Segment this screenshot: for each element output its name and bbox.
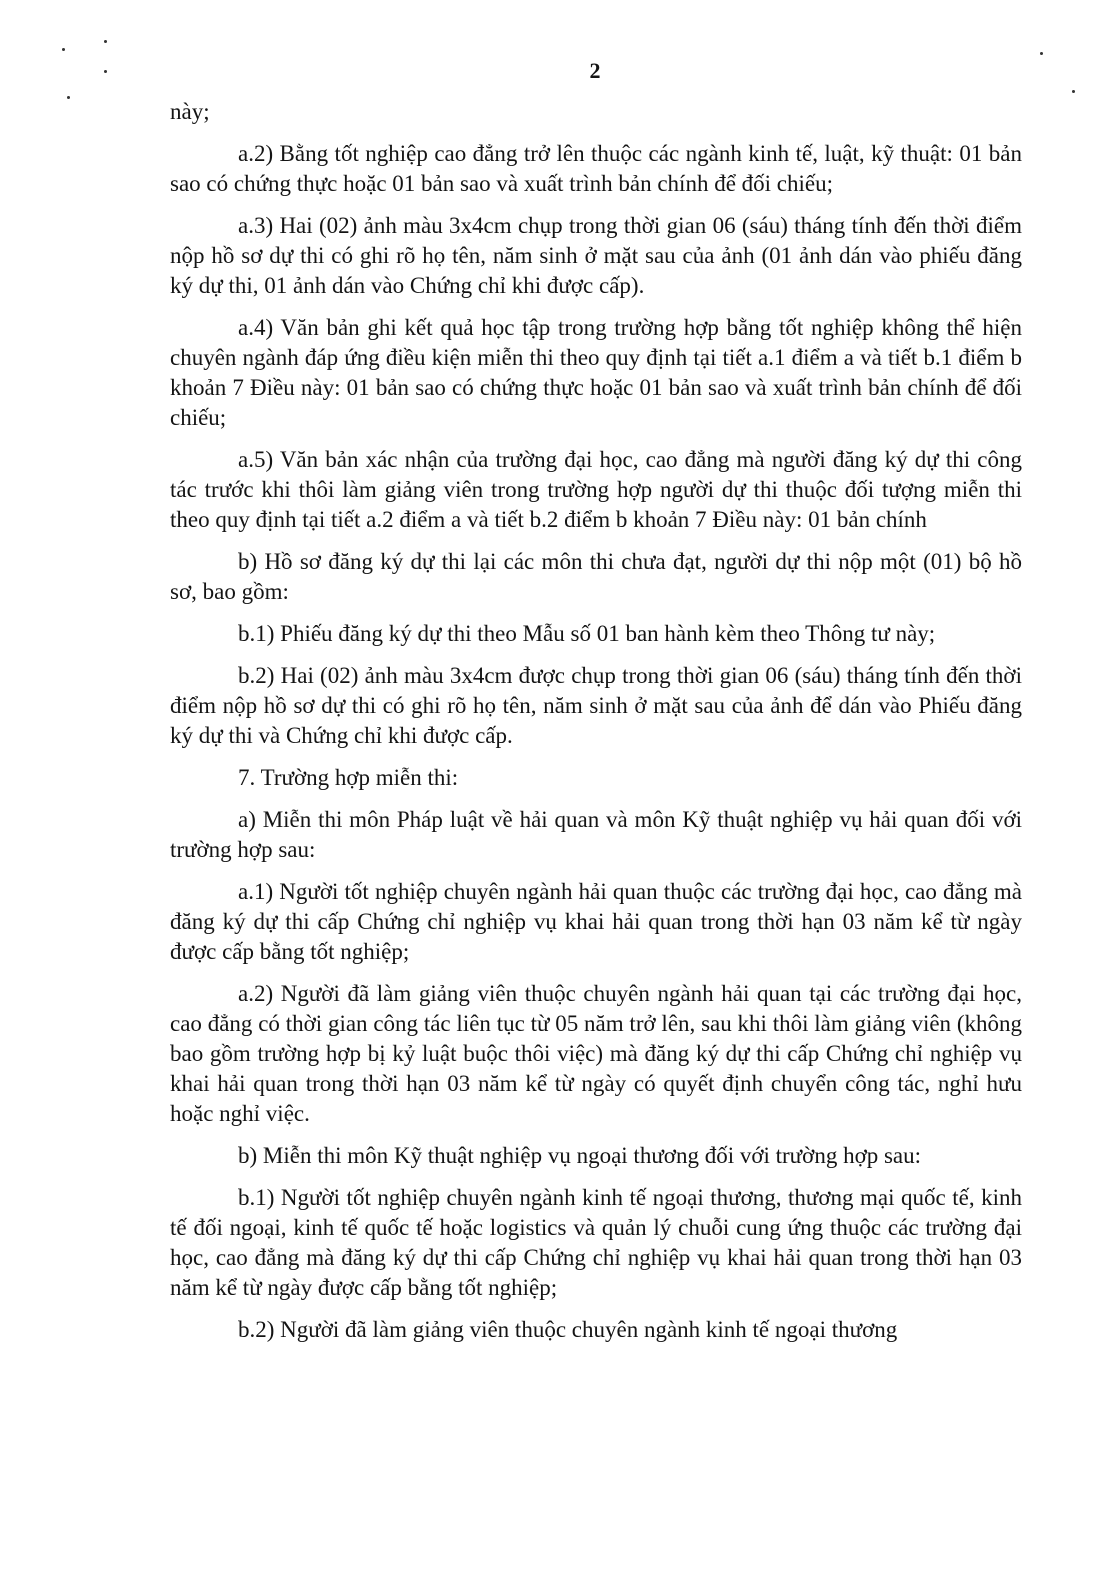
scan-speck (67, 96, 70, 99)
paragraph: b.2) Hai (02) ảnh màu 3x4cm được chụp trong thời gian 06 (sáu) tháng tính đến thời điểm nộp hồ sơ dự thi có ghi rõ họ tên, năm sinh ở mặt sau của ảnh để dán vào Phiếu đăng ký dự thi và Chứng chỉ khi được cấp. (170, 663, 1022, 748)
scan-speck (1040, 52, 1043, 55)
paragraph: a) Miễn thi môn Pháp luật về hải quan và môn Kỹ thuật nghiệp vụ hải quan đối với trường hợp sau: (170, 807, 1022, 862)
paragraph: 7. Trường hợp miễn thi: (238, 765, 459, 790)
paragraph: b.2) Người đã làm giảng viên thuộc chuyên ngành kinh tế ngoại thương (238, 1317, 898, 1342)
paragraph: a.1) Người tốt nghiệp chuyên ngành hải quan thuộc các trường đại học, cao đẳng mà đăng ký dự thi cấp Chứng chỉ nghiệp vụ khai hải quan trong thời hạn 03 năm kể từ ngày được cấp bằng tốt nghiệp; (170, 879, 1022, 964)
page-number: 2 (589, 58, 601, 83)
paragraph: b.1) Phiếu đăng ký dự thi theo Mẫu số 01 ban hành kèm theo Thông tư này; (238, 621, 936, 646)
scan-speck (62, 48, 65, 51)
scan-speck (104, 40, 107, 43)
paragraph: a.3) Hai (02) ảnh màu 3x4cm chụp trong thời gian 06 (sáu) tháng tính đến thời điểm nộp hồ sơ dự thi có ghi rõ họ tên, năm sinh ở mặt sau của ảnh (01 ảnh dán vào phiếu đăng ký dự thi, 01 ảnh dán vào Chứng chỉ khi được cấp). (170, 213, 1022, 298)
paragraph: b) Miễn thi môn Kỹ thuật nghiệp vụ ngoại thương đối với trường hợp sau: (238, 1143, 922, 1168)
paragraph: a.2) Bằng tốt nghiệp cao đẳng trở lên thuộc các ngành kinh tế, luật, kỹ thuật: 01 bản sao có chứng thực hoặc 01 bản sao và xuất trình bản chính để đối chiếu; (170, 141, 1022, 196)
paragraph: b.1) Người tốt nghiệp chuyên ngành kinh tế ngoại thương, thương mại quốc tế, kinh tế đối ngoại, kinh tế quốc tế hoặc logistics và quản lý chuỗi cung ứng thuộc các trường đại học, cao đẳng mà đăng ký dự thi cấp Chứng chỉ nghiệp vụ khai hải quan trong thời hạn 03 năm kể từ ngày được cấp bằng tốt nghiệp; (170, 1185, 1022, 1300)
paragraph: này; (170, 99, 210, 124)
paragraph: b) Hồ sơ đăng ký dự thi lại các môn thi chưa đạt, người dự thi nộp một (01) bộ hồ sơ, bao gồm: (170, 549, 1022, 604)
scan-speck (1072, 90, 1075, 93)
paragraph: a.5) Văn bản xác nhận của trường đại học, cao đẳng mà người đăng ký dự thi công tác trước khi thôi làm giảng viên trong trường hợp người dự thi thuộc đối tượng miễn thi theo quy định tại tiết a.2 điểm a và tiết b.2 điểm b khoản 7 Điều này: 01 bản chính (170, 447, 1022, 532)
paragraph: a.2) Người đã làm giảng viên thuộc chuyên ngành hải quan tại các trường đại học, cao đẳng có thời gian công tác liên tục từ 05 năm trở lên, sau khi thôi làm giảng viên (không bao gồm trường hợp bị kỷ luật buộc thôi việc) mà đăng ký dự thi cấp Chứng chỉ nghiệp vụ khai hải quan trong thời hạn 03 năm kể từ ngày có quyết định chuyển công tác, nghỉ hưu hoặc nghỉ việc. (170, 981, 1022, 1126)
paragraph: a.4) Văn bản ghi kết quả học tập trong trường hợp bằng tốt nghiệp không thể hiện chuyên ngành đáp ứng điều kiện miễn thi theo quy định tại tiết a.1 điểm a và tiết b.1 điểm b khoản 7 Điều này: 01 bản sao có chứng thực hoặc 01 bản sao và xuất trình bản chính để đối chiếu; (170, 315, 1022, 430)
document-body (170, 97, 1022, 1357)
